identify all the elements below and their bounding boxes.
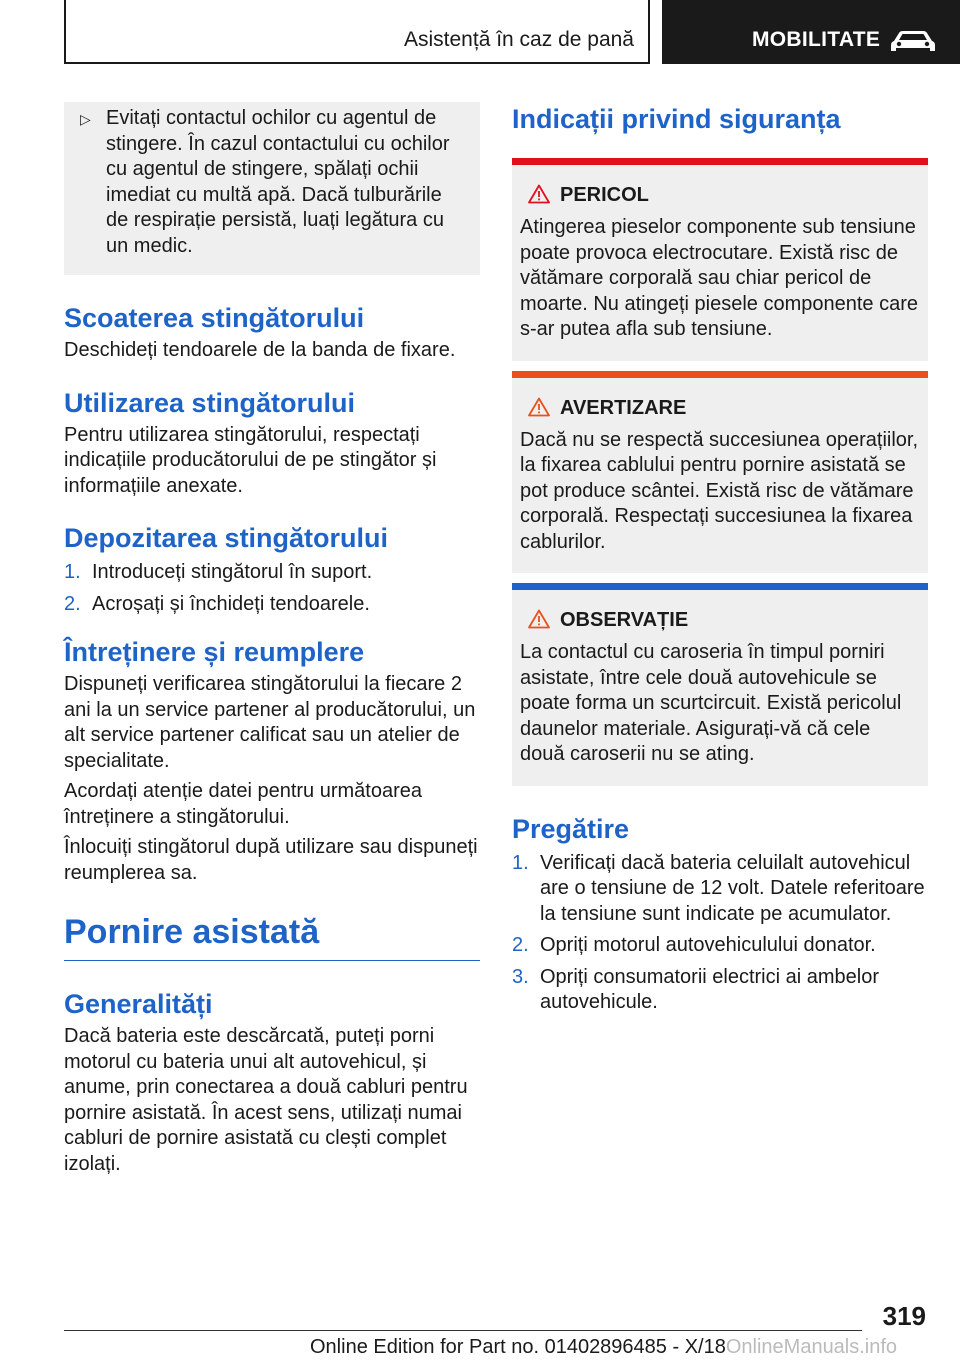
text-usage: Pentru utilizarea stingătorului, respectați indicațiile producătorului de pe stingător și informațiile anexate. bbox=[64, 423, 437, 497]
chapter-rule bbox=[64, 960, 480, 961]
chapter-tab-label: MOBILITATE bbox=[752, 28, 881, 51]
step-text: Acroșați și închideți tendoarele. bbox=[92, 592, 370, 615]
warning-text: Atingerea pieselor componente sub tensiune poate provoca electrocutare. Există risc de vătămare corporală sau chiar pericol de moarte. Nu atingeți piesele componente care s-ar putea afla sub tensiune. bbox=[520, 216, 919, 340]
step-text: Introduceți stingătorul în suport. bbox=[92, 561, 373, 583]
heading-safety: Indicații privind siguranța bbox=[512, 104, 841, 134]
right-column bbox=[512, 102, 928, 1022]
left-column bbox=[64, 102, 480, 1177]
footer-rule bbox=[64, 1330, 862, 1331]
text-maintenance-1: Dispuneți verificarea stingătorului la fiecare 2 ani la un service partener al producătorului, un alt service partener calificat sau un atelier de specialitate. bbox=[64, 673, 476, 772]
heading-removal: Scoaterea stingătorului bbox=[64, 303, 365, 333]
text-maintenance-2: Acordați atenție datei pentru următoarea întreținere a stingătorului. bbox=[64, 780, 422, 828]
warning-box-danger bbox=[512, 158, 928, 361]
list-item bbox=[64, 592, 480, 618]
warning-triangle-icon bbox=[528, 397, 550, 417]
preparation-steps bbox=[512, 851, 928, 1016]
warning-level: PERICOL bbox=[560, 184, 649, 206]
step-number: 3. bbox=[512, 965, 529, 988]
warning-text: Dacă nu se respectă succesiunea operațiilor, la fixarea cablului pentru pornire asistată se pot produce scântei. Există risc de vătămare corporală. Respectați succesiunea la fixarea cablurilor. bbox=[520, 428, 919, 553]
step-text: Opriți consumatorii electrici ai ambelor autovehicule. bbox=[540, 965, 880, 1013]
header-frame bbox=[64, 0, 650, 64]
note-marker: ▷ bbox=[80, 111, 91, 127]
storage-steps bbox=[64, 560, 480, 617]
page-header bbox=[0, 0, 960, 66]
heading-maintenance: Întreținere și reumplere bbox=[64, 637, 365, 667]
step-number: 1. bbox=[64, 561, 81, 583]
step-text: Verificați dacă bateria celuilalt autovehicul are o tensiune de 12 volt. Datele referitoare la tensiune sunt indicate pe acumulator. bbox=[540, 851, 925, 925]
warning-box-notice bbox=[512, 583, 928, 786]
step-number: 2. bbox=[512, 934, 529, 956]
chapter-tab[interactable] bbox=[662, 0, 960, 64]
text-general: Dacă bateria este descărcată, puteți porni motorul cu bateria unui alt autovehicul, și anume, prin conectarea a două cabluri pentru pornire asistată. În acest sens, utilizați numai cabluri de pornire asistată cu clești complet izolați. bbox=[64, 1025, 468, 1175]
warning-triangle-icon bbox=[528, 609, 550, 629]
heading-preparation: Pregătire bbox=[512, 813, 630, 844]
heading-usage: Utilizarea stingătorului bbox=[64, 387, 356, 418]
warning-level: AVERTIZARE bbox=[560, 396, 687, 419]
step-number: 2. bbox=[64, 592, 81, 615]
note-box bbox=[64, 102, 480, 275]
warning-header bbox=[520, 183, 920, 213]
warning-header bbox=[520, 396, 920, 426]
warning-triangle-icon bbox=[528, 184, 550, 204]
chapter-title: Pornire asistată bbox=[64, 913, 320, 951]
section-title: Asistență în caz de pană bbox=[404, 28, 634, 51]
warning-header bbox=[520, 608, 920, 638]
note-text: Evitați contactul ochilor cu agentul de stingere. În cazul contactului cu ochilor cu agentul de stingere, spălați ochii imediat cu multă apă. Dacă tulburările de respirație persistă, luați legătura cu un medic. bbox=[106, 107, 450, 257]
list-item bbox=[512, 965, 928, 1016]
text-removal: Deschideți tendoarele de la banda de fixare. bbox=[64, 339, 456, 361]
step-text: Opriți motorul autovehiculului donator. bbox=[540, 934, 876, 956]
warning-box-caution bbox=[512, 371, 928, 574]
watermark-text: OnlineManuals.info bbox=[725, 1336, 898, 1358]
edition-text: Online Edition for Part no. 01402896485 - X/18 bbox=[310, 1336, 726, 1358]
warning-text: La contactul cu caroseria în timpul porniri asistate, între cele două autovehicule se poate forma un scurtcircuit. Există pericolul daunelor materiale. Asigurați-vă că cele două caroserii nu se ating. bbox=[520, 641, 902, 765]
text-maintenance-3: Înlocuiți stingătorul după utilizare sau dispuneți reumplerea sa. bbox=[64, 836, 478, 884]
footer-edition bbox=[310, 1336, 897, 1359]
page-number: 319 bbox=[882, 1301, 926, 1331]
heading-general: Generalități bbox=[64, 989, 213, 1019]
list-item bbox=[512, 851, 928, 928]
list-item bbox=[512, 933, 928, 959]
heading-storage: Depozitarea stingătorului bbox=[64, 523, 389, 553]
step-number: 1. bbox=[512, 851, 529, 874]
car-icon bbox=[890, 29, 936, 53]
list-item bbox=[64, 560, 480, 586]
warning-level: OBSERVAȚIE bbox=[560, 609, 689, 631]
